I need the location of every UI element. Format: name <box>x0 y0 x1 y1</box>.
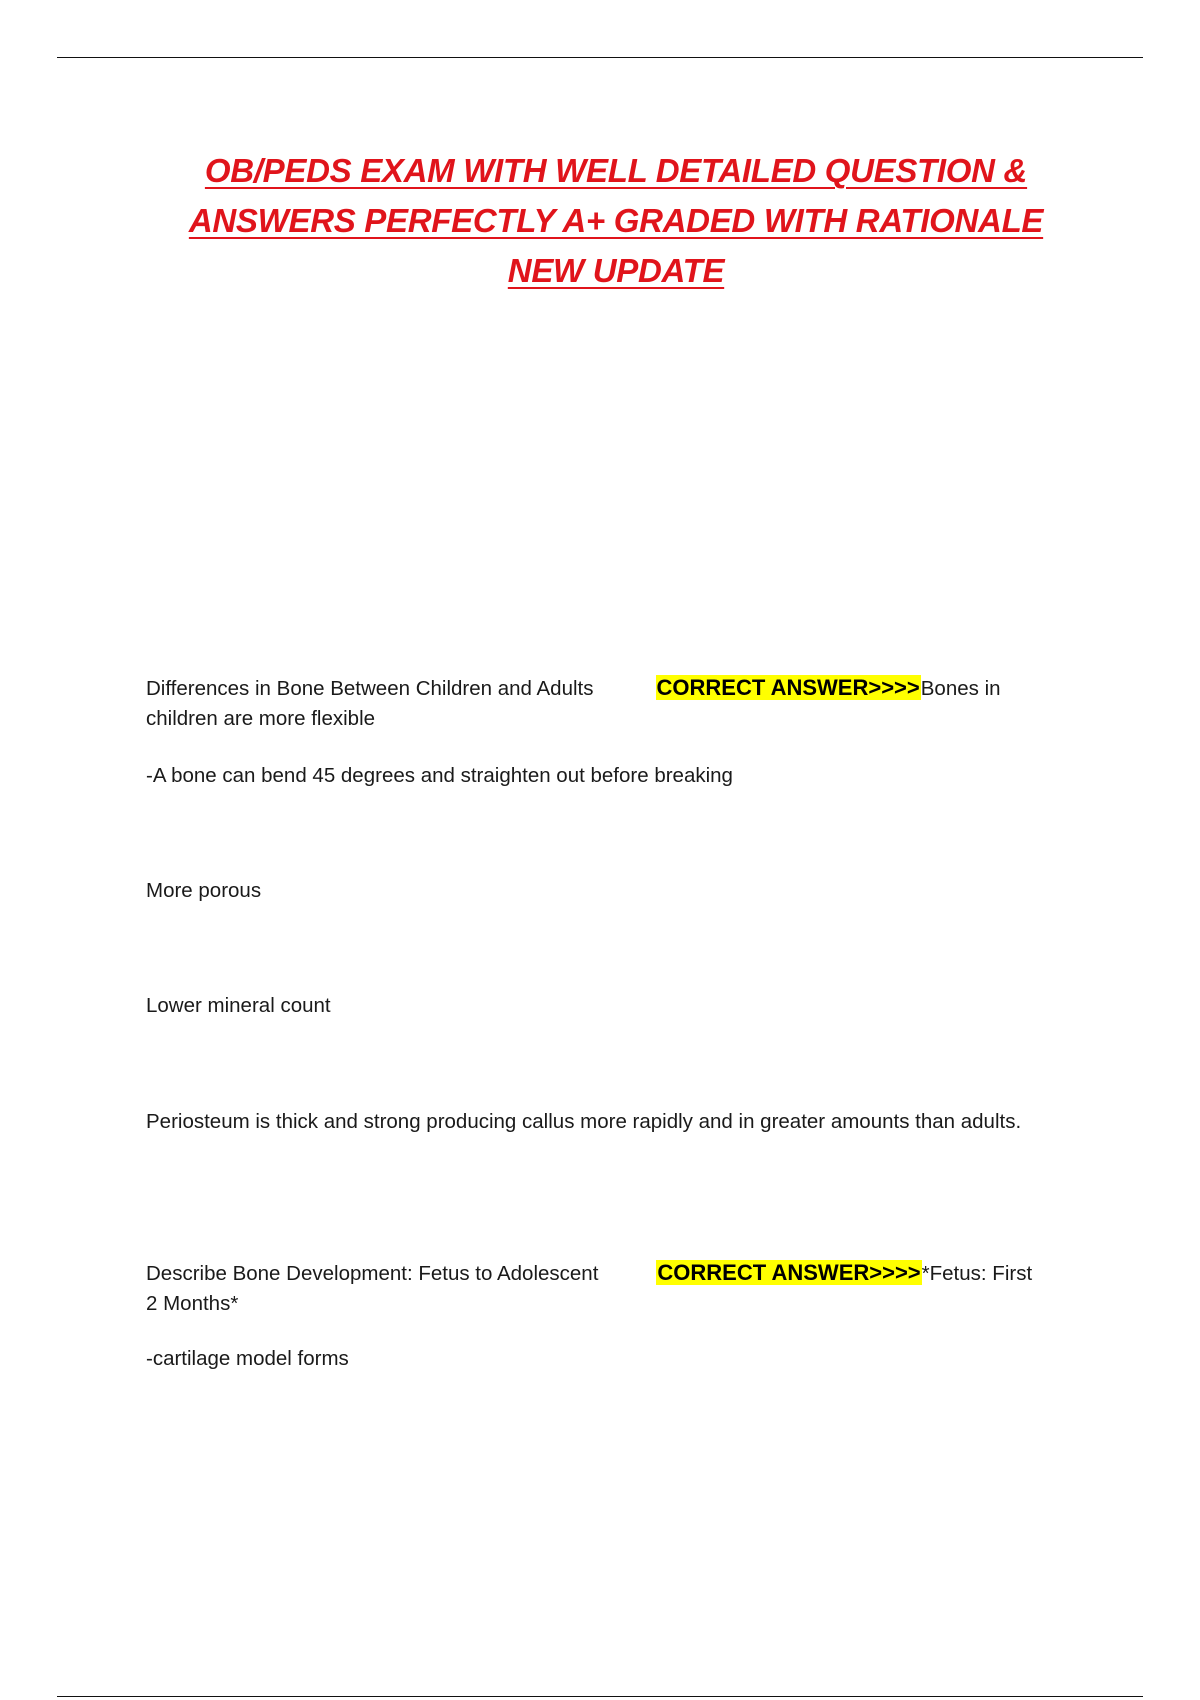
answer-paragraph: -A bone can bend 45 degrees and straighten out before breaking <box>146 764 733 787</box>
answer-paragraph: Lower mineral count <box>146 994 331 1017</box>
document-title-text: OB/PEDS EXAM WITH WELL DETAILED QUESTION & ANSWERS PERFECTLY A+ GRADED WITH RATIONALE NEW UPDATE <box>188 152 1044 289</box>
answer-text-start: Bones in <box>920 677 1001 700</box>
answer-paragraph: Periosteum is thick and strong producing callus more rapidly and in greater amounts than adults. <box>146 1110 1022 1133</box>
top-rule <box>57 57 1143 58</box>
correct-answer-label: CORRECT ANSWER>>>> <box>656 675 920 700</box>
answer-text-wrap: children are more flexible <box>146 707 376 730</box>
qa-item-2 <box>146 1258 1086 1319</box>
answer-text-wrap: 2 Months* <box>146 1292 239 1315</box>
question-text: Differences in Bone Between Children and Adults <box>146 677 594 700</box>
correct-answer-label: CORRECT ANSWER>>>> <box>657 1260 921 1285</box>
answer-paragraph: More porous <box>146 879 262 902</box>
question-text: Describe Bone Development: Fetus to Adolescent <box>146 1262 599 1285</box>
document-title <box>150 146 1082 296</box>
qa-item-1 <box>146 673 1086 734</box>
bottom-rule <box>57 1696 1143 1697</box>
answer-paragraph: -cartilage model forms <box>146 1347 349 1370</box>
answer-text-start: *Fetus: First <box>921 1262 1033 1285</box>
